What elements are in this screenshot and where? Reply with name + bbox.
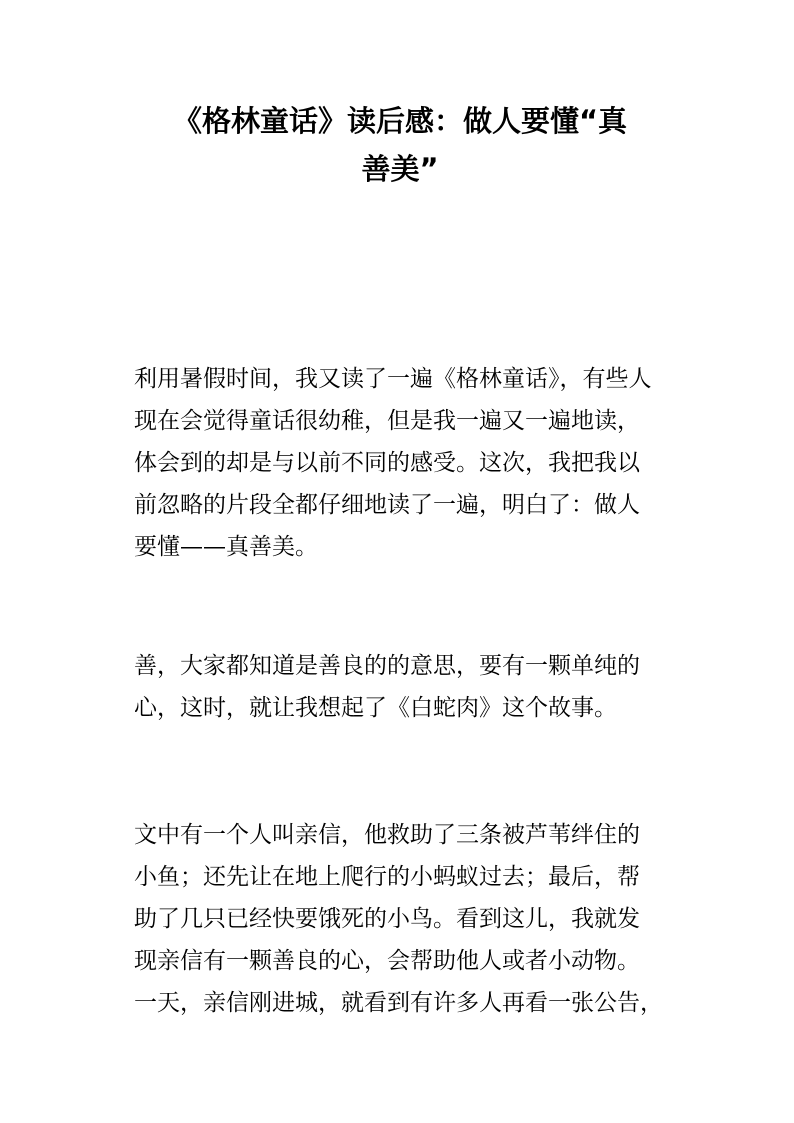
paragraph-line: 要懂——真善美。 <box>134 534 318 560</box>
paragraph-line: 现亲信有一颗善良的心，会帮助他人或者小动物。 <box>134 948 640 974</box>
paragraph-line: 善，大家都知道是善良的的意思，要有一颗单纯的 <box>134 653 640 679</box>
paragraph-line: 体会到的却是与以前不同的感受。这次，我把我以 <box>134 450 640 476</box>
paragraph-line: 一天，亲信刚进城，就看到有许多人再看一张公告， <box>134 990 663 1016</box>
title-line-2: 善美” <box>361 152 439 186</box>
paragraph-line: 助了几只已经快要饿死的小鸟。看到这儿，我就发 <box>134 906 640 932</box>
paragraph-line: 小鱼；还先让在地上爬行的小蚂蚁过去；最后，帮 <box>134 864 640 890</box>
paragraph-line: 前忽略的片段全都仔细地读了一遍，明白了：做人 <box>134 492 640 518</box>
paragraph-line: 文中有一个人叫亲信，他救助了三条被芦苇绊住的 <box>134 822 640 848</box>
document-title <box>120 97 680 193</box>
paragraph-line: 现在会觉得童话很幼稚，但是我一遍又一遍地读， <box>134 408 640 434</box>
paragraph-kindness <box>134 645 674 729</box>
paragraph-line: 利用暑假时间，我又读了一遍《格林童话》，有些人 <box>134 366 652 392</box>
paragraph-story <box>134 814 674 1024</box>
title-line-1: 《格林童话》读后感：做人要懂“真 <box>172 104 628 138</box>
paragraph-line: 心，这时，就让我想起了《白蛇肉》这个故事。 <box>134 695 617 721</box>
paragraph-summer-reading <box>134 358 674 568</box>
